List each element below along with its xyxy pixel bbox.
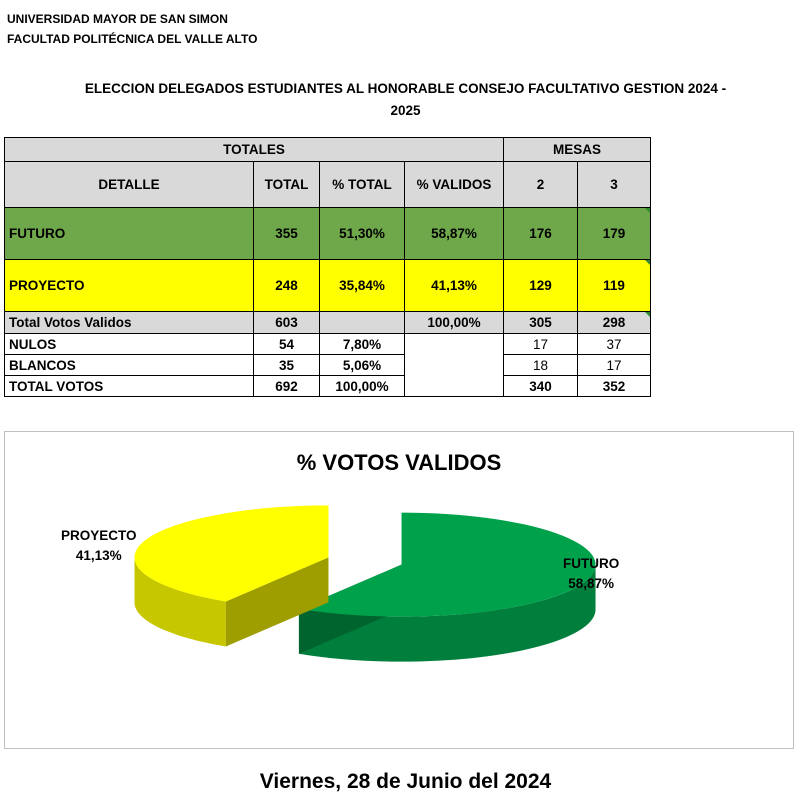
cell-detalle: FUTURO [5, 208, 254, 260]
cell-pct-total [320, 312, 405, 334]
group-header-row [5, 138, 651, 162]
col-mesa-2: 2 [504, 162, 578, 208]
cell-mesa-3: 37 [578, 334, 651, 355]
col-detalle: DETALLE [5, 162, 254, 208]
cell-pct-total: 35,84% [320, 260, 405, 312]
table-row-futuro [5, 208, 651, 260]
futuro-data-label [563, 554, 619, 594]
table-row-total-votos [5, 376, 651, 397]
cell-total: 54 [254, 334, 320, 355]
cell-pct-validos-empty [405, 334, 504, 397]
group-mesas: MESAS [504, 138, 651, 162]
cell-mesa-2: 176 [504, 208, 578, 260]
cell-pct-total: 7,80% [320, 334, 405, 355]
cell-total: 355 [254, 208, 320, 260]
cell-mesa-3: 298 [578, 312, 651, 334]
table-row-blancos [5, 355, 651, 376]
cell-total: 248 [254, 260, 320, 312]
cell-mesa-2: 129 [504, 260, 578, 312]
cell-total: 603 [254, 312, 320, 334]
cell-pct-total: 51,30% [320, 208, 405, 260]
col-mesa-3: 3 [578, 162, 651, 208]
cell-mesa-3: 119 [578, 260, 651, 312]
cell-pct-validos: 41,13% [405, 260, 504, 312]
cell-mesa-3: 352 [578, 376, 651, 397]
proyecto-label-name: PROYECTO [61, 528, 137, 543]
cell-total: 692 [254, 376, 320, 397]
table-row-total-validos [5, 312, 651, 334]
cell-detalle: NULOS [5, 334, 254, 355]
pie-chart [5, 432, 793, 748]
cell-detalle: PROYECTO [5, 260, 254, 312]
faculty-name: FACULTAD POLITÉCNICA DEL VALLE ALTO [7, 32, 258, 46]
cell-total: 35 [254, 355, 320, 376]
cell-mesa-3: 179 [578, 208, 651, 260]
cell-detalle: BLANCOS [5, 355, 254, 376]
title-line-2: 2025 [390, 103, 421, 118]
cell-detalle: Total Votos Validos [5, 312, 254, 334]
cell-mesa-2: 340 [504, 376, 578, 397]
col-total: TOTAL [254, 162, 320, 208]
cell-mesa-2: 18 [504, 355, 578, 376]
cell-pct-total: 100,00% [320, 376, 405, 397]
cell-mesa-3: 17 [578, 355, 651, 376]
title-line-1: ELECCION DELEGADOS ESTUDIANTES AL HONORABLE CONSEJO FACULTATIVO GESTION 2024 - [84, 81, 727, 96]
proyecto-data-label [61, 526, 137, 566]
table-row-nulos [5, 334, 651, 355]
cell-pct-total: 5,06% [320, 355, 405, 376]
chart-title: % VOTOS VALIDOS [296, 450, 502, 475]
futuro-label-value: 58,87% [568, 576, 615, 591]
footer-date: Viernes, 28 de Junio del 2024 [259, 770, 552, 793]
cell-pct-validos: 58,87% [405, 208, 504, 260]
futuro-label-name: FUTURO [563, 556, 620, 571]
cell-mesa-2: 305 [504, 312, 578, 334]
proyecto-label-value: 41,13% [75, 548, 122, 563]
results-table [4, 137, 651, 397]
col-pct-validos: % VALIDOS [405, 162, 504, 208]
col-pct-total: % TOTAL [320, 162, 405, 208]
cell-detalle: TOTAL VOTOS [5, 376, 254, 397]
university-name: UNIVERSIDAD MAYOR DE SAN SIMON [7, 12, 228, 26]
chart-area [4, 431, 794, 749]
cell-pct-validos: 100,00% [405, 312, 504, 334]
group-totales: TOTALES [5, 138, 504, 162]
cell-mesa-2: 17 [504, 334, 578, 355]
column-header-row [5, 162, 651, 208]
table-row-proyecto [5, 260, 651, 312]
page-title [0, 78, 811, 122]
